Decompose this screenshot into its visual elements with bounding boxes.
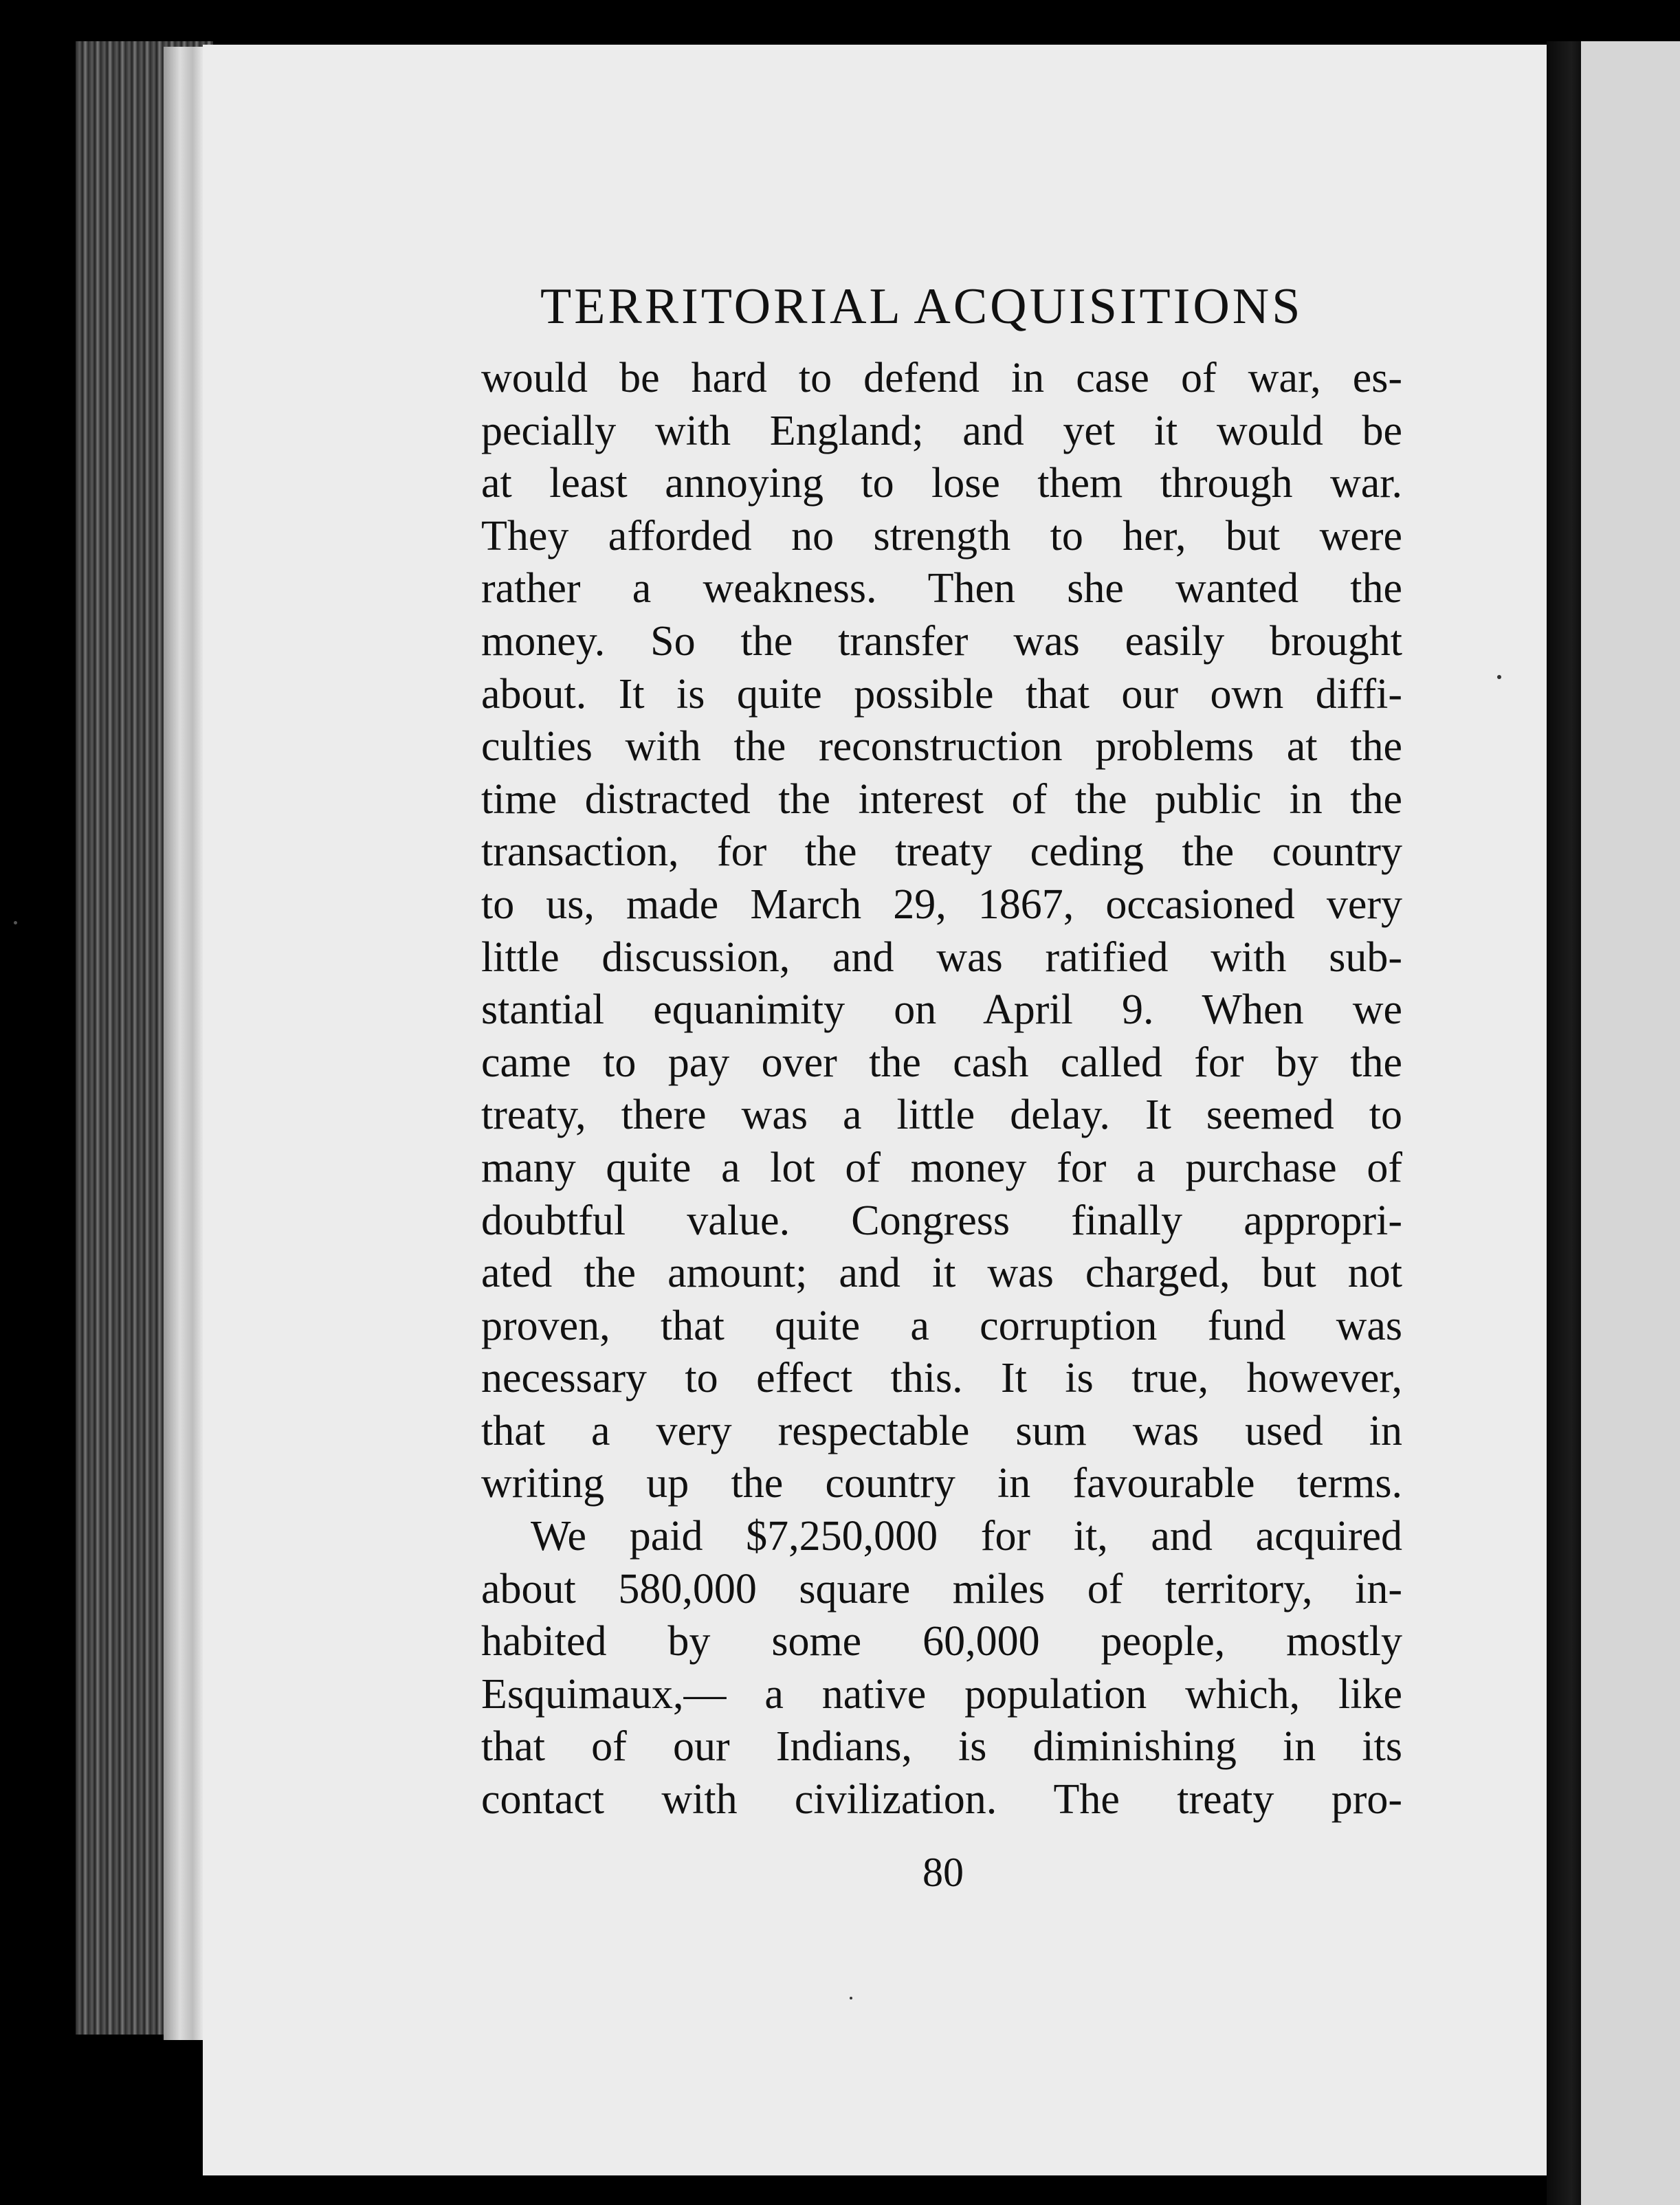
- text-line: ated the amount; and it was charged, but not: [481, 1250, 1402, 1297]
- text-line: transaction, for the treaty ceding the country: [481, 828, 1402, 876]
- body-text: [481, 352, 1402, 1826]
- text-line: that a very respectable sum was used in: [481, 1407, 1402, 1454]
- text-line: about 580,000 square miles of territory, in-: [481, 1565, 1402, 1613]
- text-line: money. So the transfer was easily brought: [481, 617, 1402, 665]
- paragraph-first-line: We paid $7,250,000 for it, and acquired: [531, 1513, 1402, 1560]
- paper-speck: [850, 1997, 852, 1999]
- text-line: to us, made March 29, 1867, occasioned very: [481, 880, 1402, 928]
- text-line: many quite a lot of money for a purchase of: [481, 1144, 1402, 1191]
- text-line: contact with civilization. The treaty pro-: [481, 1776, 1402, 1824]
- text-line: that of our Indians, is diminishing in its: [481, 1723, 1402, 1771]
- text-line: rather a weakness. Then she wanted the: [481, 565, 1402, 612]
- text-line: at least annoying to lose them through war.: [481, 460, 1402, 507]
- paper-speck: [14, 921, 17, 924]
- text-line: treaty, there was a little delay. It seemed to: [481, 1092, 1402, 1139]
- text-line: would be hard to defend in case of war, es-: [481, 355, 1402, 401]
- text-line: about. It is quite possible that our own diffi-: [481, 670, 1402, 718]
- page-number: 80: [922, 1850, 964, 1895]
- running-head: TERRITORIAL ACQUISITIONS: [540, 278, 1303, 335]
- text-line: time distracted the interest of the public in the: [481, 775, 1402, 823]
- facing-page-edge: [1581, 41, 1680, 2205]
- book-page-stack: [164, 47, 205, 2040]
- text-line: habited by some 60,000 people, mostly: [481, 1618, 1402, 1665]
- paragraph-end-line: writing up the country in favourable terms.: [481, 1460, 1402, 1507]
- text-line: stantial equanimity on April 9. When we: [481, 986, 1402, 1034]
- text-line: doubtful value. Congress finally appropri-: [481, 1197, 1402, 1244]
- text-line: They afforded no strength to her, but were: [481, 512, 1402, 559]
- paper-speck: [1497, 675, 1501, 679]
- text-line: Esquimaux,— a native population which, like: [481, 1670, 1402, 1718]
- text-line: came to pay over the cash called for by the: [481, 1039, 1402, 1086]
- text-line: necessary to effect this. It is true, however,: [481, 1355, 1402, 1402]
- text-line: proven, that quite a corruption fund was: [481, 1302, 1402, 1349]
- text-line: little discussion, and was ratified with sub-: [481, 933, 1402, 981]
- text-line: culties with the reconstruction problems at the: [481, 723, 1402, 771]
- text-line: pecially with England; and yet it would be: [481, 407, 1402, 454]
